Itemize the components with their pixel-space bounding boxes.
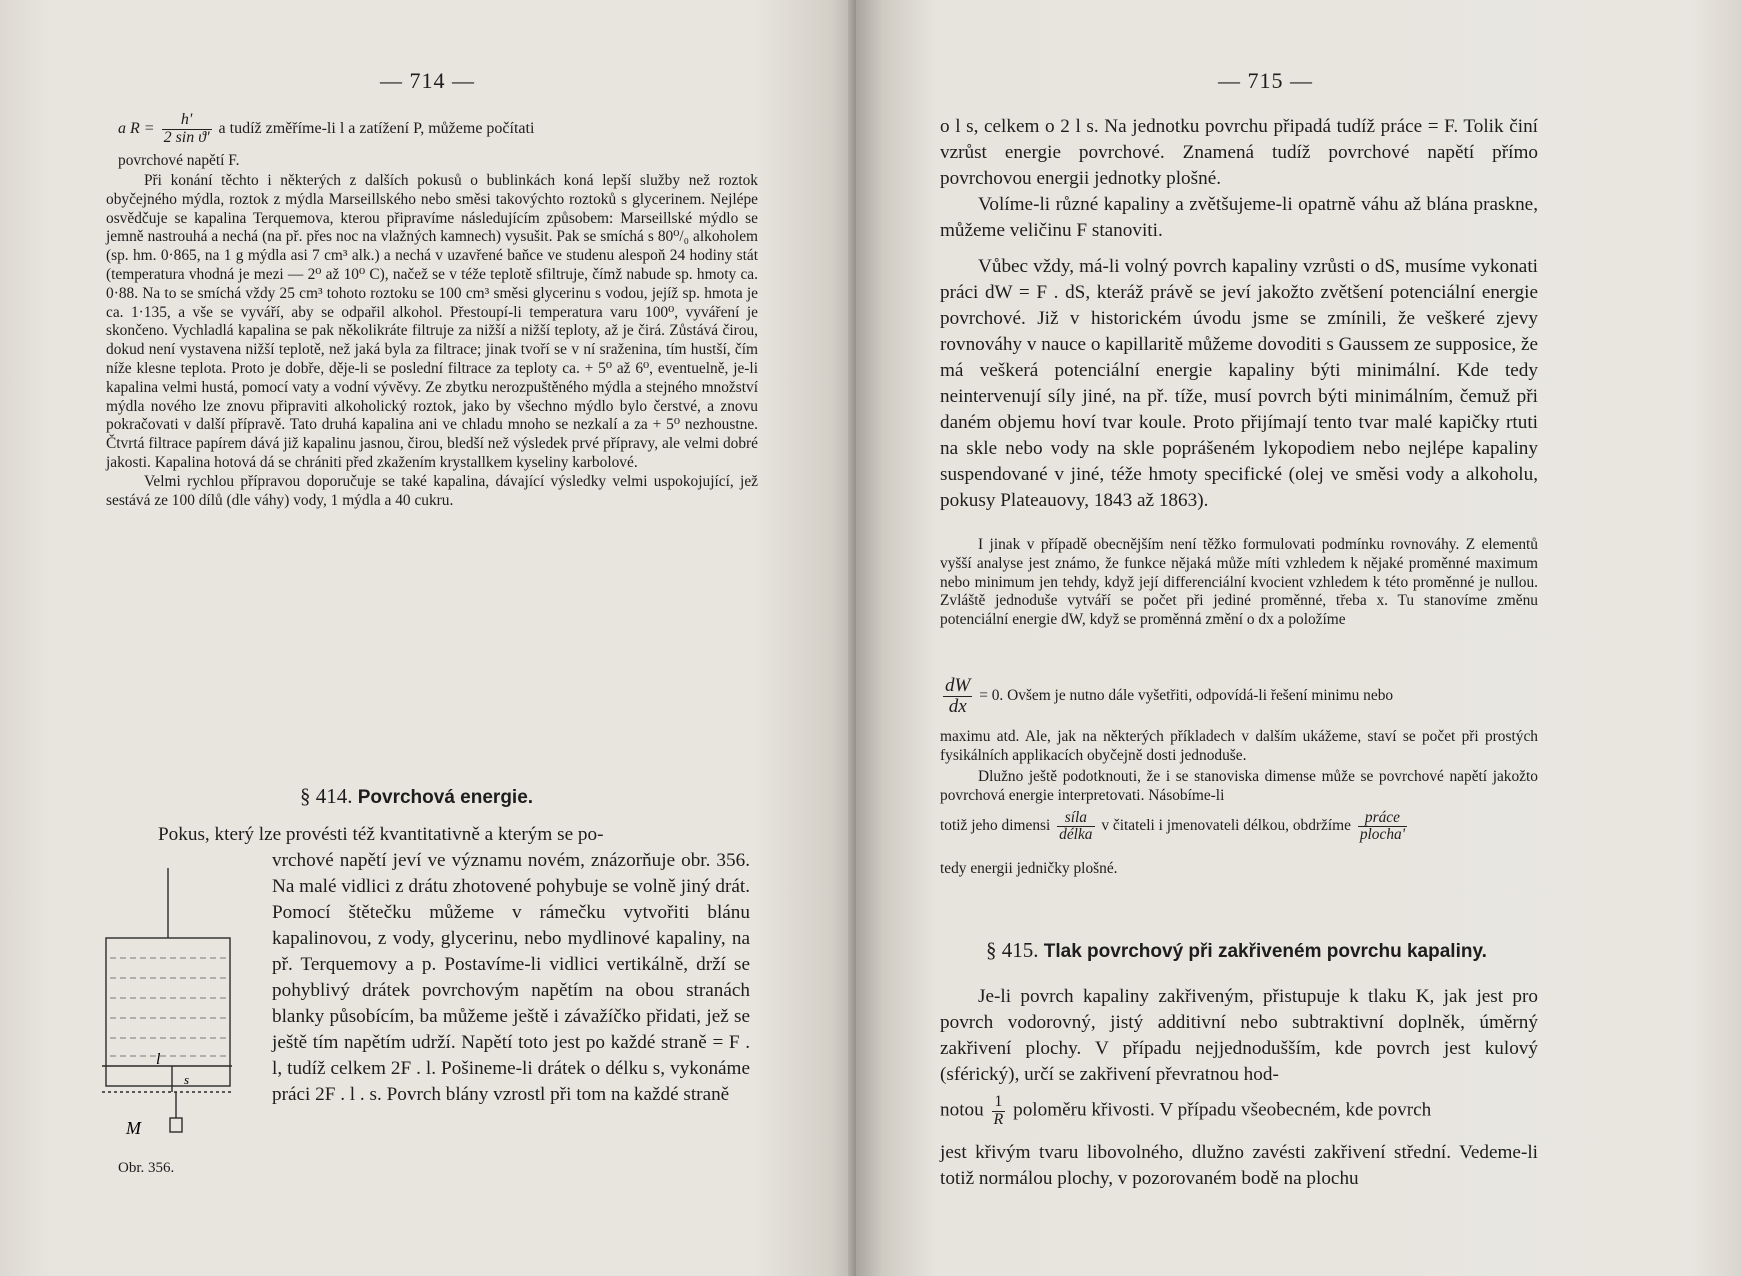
formula-line [118,112,758,147]
dimension-fraction-2 [1358,810,1407,843]
paragraph-text: I jinak v případě obecnějším není těžko formulovati podmínku rovnováhy. Z elementů vyšší analyse jest známo, že funkce nějaká může míti vzhledem k nějaké proměnné maximum nebo minimum jen tehdy, když její differenciální kvocient vzhledem k této proměnné je nullou. Zvláště jednoduše vytváří se počet při jediné proměnné, třeba x. Tu stanovíme změnu potenciální energie dW, když se proměnná změní o dx a položíme [940,536,1538,629]
small-paragraph-condition [940,536,1538,630]
paragraph-terquem: Při konání těchto i některých z dalších pokusů o bublinkách koná lepší služby než roztok obyčejného mýdla, roztok z mýdla Marseillského nebo směsi takovýchto roztoků s glycerinem. Nejlépe osvědčuje se kapalina Terquemova, kterou připravíme následujícím způsobem: Marseillské mýdlo se jemně nastrouhá a nechá (na př. přes noc na vlažných kamnech) vysušit. Pak se smíchá s 80⁰/₀ alkoholem (sp. hm. 0·865, na 1 g mýdla asi 7 cm³ alk.) a nechá v uzavřené baňce ve studenu alespoň 24 hodiny stát (temperatura vhodná je mezi — 2⁰ až 10⁰ C), načež se v téže teplotě sfiltruje, čímž nabude sp. hmoty ca. 0·88. Na to se smíchá vždy 25 cm³ tohoto roztoku se 100 cm³ směsi glycerinu s vodou, jejíž sp. hmota je ca. 1·135, a vše se vyváří, aby se odpařil alkohol. Přestoupí-li temperatura varu 100⁰, vyváření je skončeno. Vychladlá kapalina se pak několikráte filtruje za nižší a nižší teploty, až je čirá. Zůstává čirou, dokud není vystavena nižší teplotě, než jaká byla za filtrace; jinak tvoří se v ní sraženina, tím hustší, čím níže klesne teplota. Proto je dobře, děje-li se poslední filtrace za teploty ca. + 5⁰ až 6⁰, eventuelně, je-li kapalina velmi hustá, pomocí vaty a vodní vývěvy. Ze zbytku nerozpuštěného mýdla a stejného množství mýdla nového lze znovu připraviti alkoholický roztok, jako by všechno mýdlo bylo čerstvé, a znovu pokračovati v další přípravě. Tato druhá kapalina ani ve chladu mnoho se nezkalí a za + 5⁰ nezhoustne. Čtvrtá filtrace papírem dává již kapalinu jasnou, čirou, bledší než výsledek prvé přípravy, ale velmi dobré jakosti. Kapalina hotová dá se chrániti před zkažením krystallkem kyseliny karbolové. [106,172,758,471]
fraction-denominator: délka [1059,826,1093,844]
notou-text-a: notou [940,1099,984,1121]
figure-label-l: l [156,1051,161,1068]
fraction-denominator: R [993,1110,1004,1128]
section-title: Povrchová energie. [357,787,534,808]
dimension-fraction-1 [1057,810,1094,843]
figure-caption: Obr. 356. [118,1160,175,1176]
paragraph [106,172,758,510]
left-page [0,0,856,1276]
figure-label-s: s [184,1072,190,1087]
formula-tail: a tudíž změříme-li l a zatížení P, můžeme počítati [218,119,535,137]
paragraph-potential [940,254,1538,514]
notou-line [940,1094,1538,1129]
paragraph-sugar: Velmi rychlou přípravou doporučuje se také kapalina, dávající výsledky velmi uspokojující, jež sestává ze 100 dílů (dle váhy) vody, 1 mýdla a 40 cukru. [106,472,758,509]
formula-lhs: a R = [118,119,155,137]
paragraph-text: Dlužno ještě podotknouti, že i se stanoviska dimense může se povrchové napětí jakožto povrchová energie interpretovati. Násobíme-li [940,768,1538,804]
notou-text-b: poloměru křivosti. V případu všeobecném, kde povrch [1013,1099,1432,1121]
section-heading [986,938,1487,963]
equation-line [940,676,1538,717]
small-paragraph-maximum: maximu atd. Ale, jak na některých příkladech v dalším ukážeme, staví se počet při prostých fysikálních applikacích obyčejně dosti jednoduše. [940,728,1538,764]
paragraph-first-line: Pokus, který lze provésti též kvantitativně a kterým se po- [158,824,604,845]
page-number: — 714 — [380,68,475,93]
dimension-line [940,810,1538,843]
text-line: povrchové napětí F. [118,152,240,169]
derivative-fraction [943,676,972,717]
fraction-denominator: plocha' [1359,826,1406,844]
derivative-denominator: dx [948,695,967,717]
section-number: § 414. [300,784,353,808]
equation-text: = 0. Ovšem je nutno dále vyšetřiti, odpovídá-li řešení minimu nebo [979,686,1394,704]
dimension-conclusion: tedy energii jedničky plošné. [940,860,1118,877]
figure-label-m: M [126,1118,141,1138]
derivative-numerator: dW [945,675,971,696]
fraction-numerator: síla [1057,810,1094,827]
right-page [856,0,1742,1276]
paragraph-mean-curvature: jest křivým tvaru libovolného, dlužno zavésti zakřivení střední. Vedeme-li totiž normálou plochy, v pozorovaném bodě na plochu [940,1142,1538,1189]
section-number: § 415. [986,938,1039,962]
paragraph-liquids [940,192,1538,244]
figure-wire-frame [92,868,232,1138]
formula-denominator: 2 sin ϑ' [163,128,210,146]
page-number: — 715 — [1218,68,1313,93]
dimension-text-b: v čitateli i jmenovateli délkou, obdržíme [1101,817,1351,835]
section-title: Tlak povrchový při zakřiveném povrchu kapaliny. [1043,941,1487,962]
paragraph-curved-surface [940,984,1538,1088]
formula-fraction [162,112,212,147]
fraction-numerator: 1 [992,1094,1006,1112]
paragraph-text: Je-li povrch kapaliny zakřiveným, přistupuje k tlaku K, jak jest pro povrch vodorovný, jistý additivní nebo subtraktivní doplněk, úměrný zakřivení plochy. V případu nejjednodušším, kde povrch jest kulový (sférický), určí se zakřivení převratnou hod- [940,986,1538,1085]
formula-numerator: h' [162,112,212,130]
small-paragraph-dimension [940,768,1538,806]
section-heading [300,784,533,809]
paragraph-experiment: vrchové napětí jeví ve významu novém, znázorňuje obr. 356. Na malé vidlici z drátu zhotovené pohybuje se volně jiný drát. Pomocí štětečku můžeme v rámečku vytvořiti blánu kapalinovou, z vody, glycerinu, nebo mydlinové kapaliny, na př. Terquemovy a p. Postavíme-li vidlici vertikálně, drží se pohyblivý drátek povrchovým napětím na obou stranách blanky působícím, ba můžeme ještě i závažíčko přidati, jež se ještě tím napětím udrží. Napětí toto jest po každé straně = F . l, tudíž celkem 2F . l. Pošineme-li drátek o délku s, vykonáme práci 2F . l . s. Povrch blány vzrostl při tom na každé straně [272,850,750,1105]
paragraph-text: Volíme-li různé kapaliny a zvětšujeme-li opatrně váhu až blána praskne, můžeme veličinu F stanoviti. [940,194,1538,241]
dimension-text-a: totiž jeho dimensi [940,817,1051,835]
paragraph-text: Vůbec vždy, má-li volný povrch kapaliny vzrůsti o dS, musíme vykonati práci dW = F . dS, kteráž právě se jeví jakožto zvětšení potenciální energie povrchové. Již v historickém úvodu jsme se zmínili, že veškeré zjevy rovnováhy v nauce o kapillaritě můžeme dovoditi s Gaussem ze supposice, že má veškerá potenciální energie kapaliny býti minimální. Kde tedy neintervenují síly jiné, na př. tíže, musí povrch býti minimálním, čemuž při daném objemu hoví tvar koule. Proto přijímají tento tvar malé kapičky rtuti na skle nebo vody na skle poprášeném lykopodiem nebo nejlépe kapaliny suspendované v jiné, téže hmoty specifické (olej ve směsi vody a alkoholu, pokusy Plateauovy, 1843 až 1863). [940,256,1538,511]
reciprocal-fraction [992,1094,1006,1129]
fraction-numerator: práce [1358,810,1407,827]
paragraph-work: o l s, celkem o 2 l s. Na jednotku povrchu připadá tudíž práce = F. Tolik činí vzrůst energie povrchové. Znamená tudíž povrchové napětí přímo povrchovou energii jednotky plošné. [940,116,1538,189]
